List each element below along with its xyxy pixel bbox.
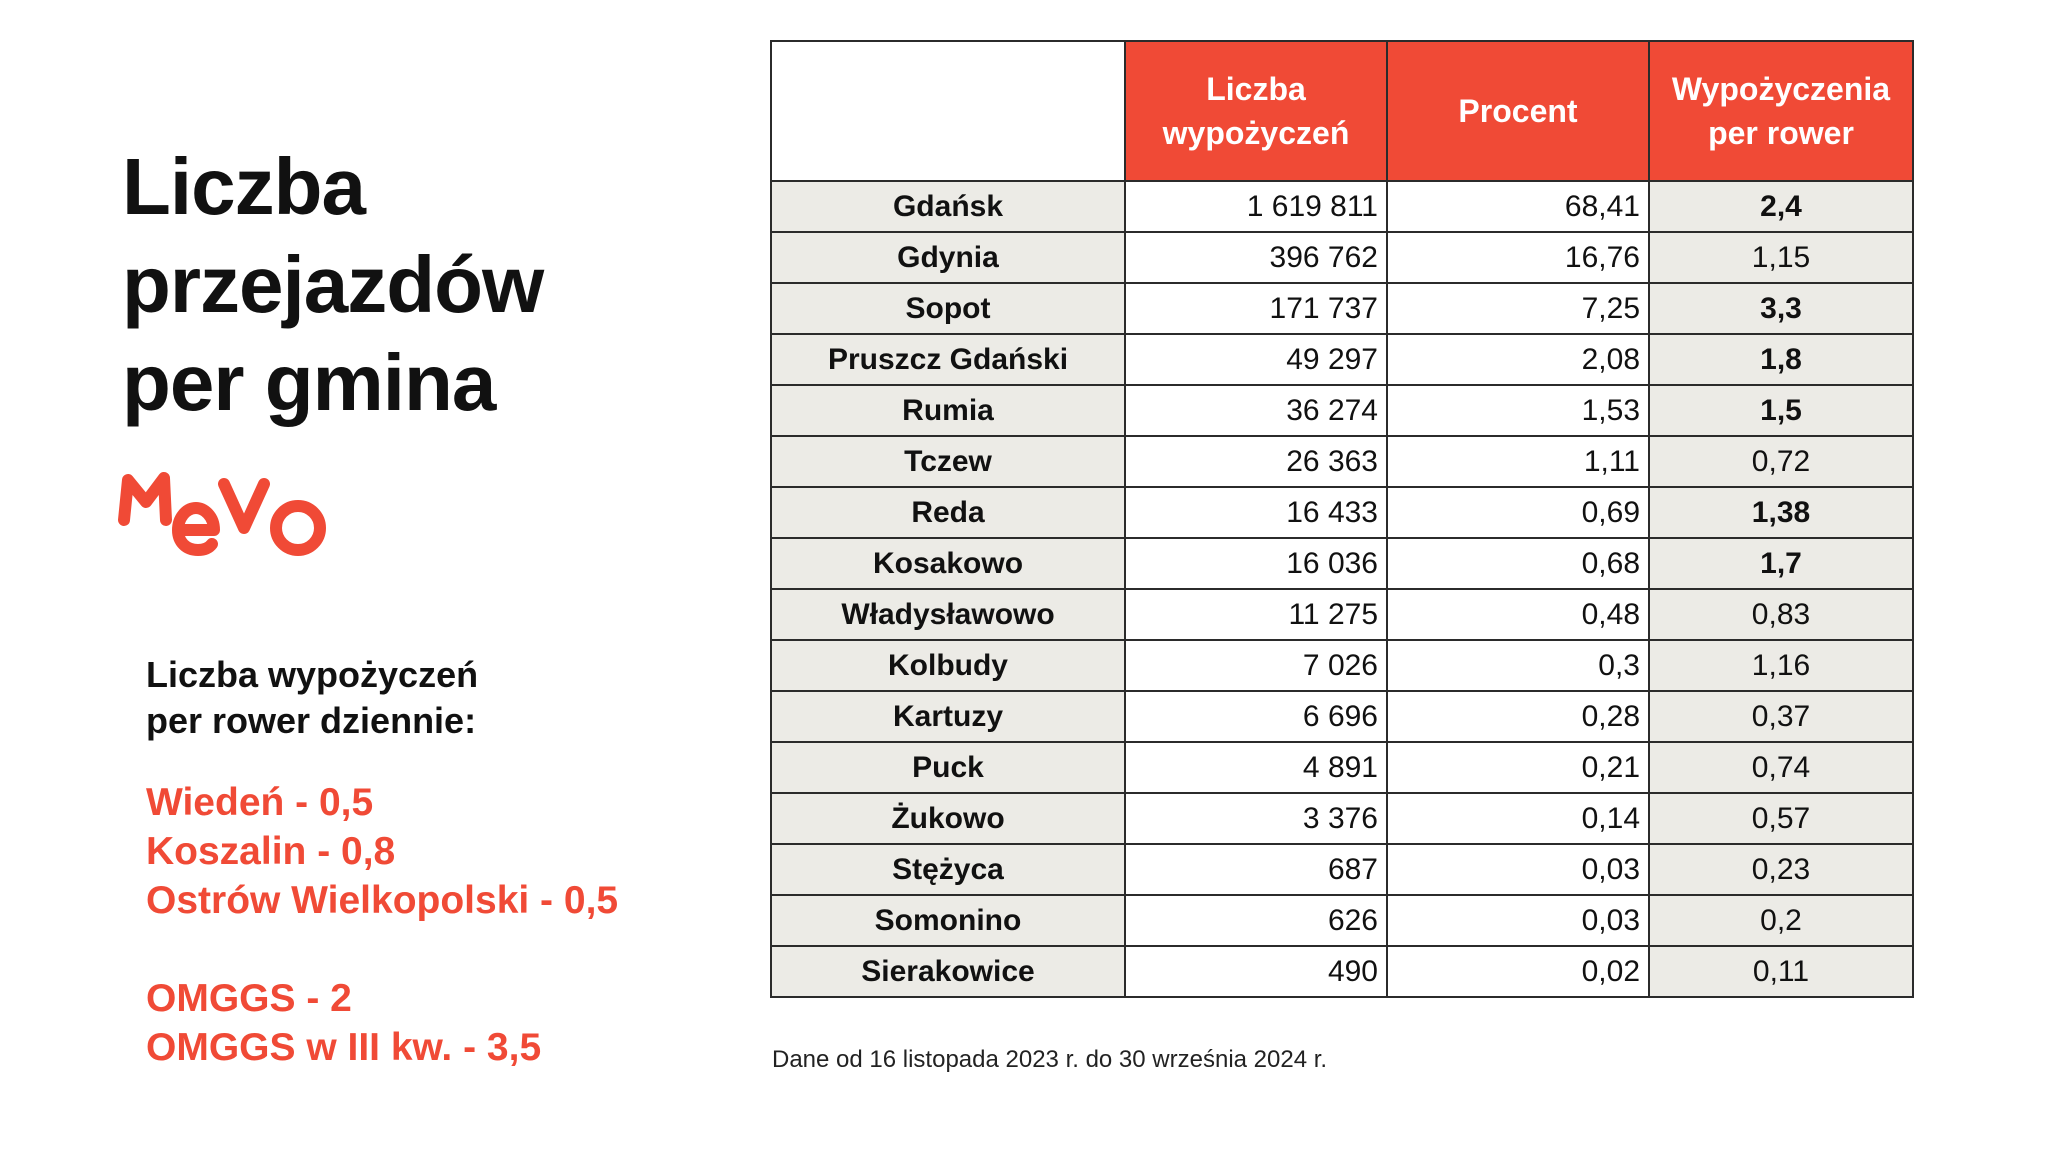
rentals-count-cell: 171 737 (1125, 283, 1387, 334)
rentals-count-cell: 26 363 (1125, 436, 1387, 487)
table-row (771, 334, 1913, 385)
percent-cell: 1,53 (1387, 385, 1649, 436)
table-row (771, 385, 1913, 436)
percent-cell: 2,08 (1387, 334, 1649, 385)
table-row (771, 742, 1913, 793)
table-row (771, 283, 1913, 334)
percent-cell: 16,76 (1387, 232, 1649, 283)
per-bike-subheading (146, 652, 478, 744)
percent-cell: 0,02 (1387, 946, 1649, 997)
comparison-item: OMGGS w III kw. - 3,5 (146, 1026, 542, 1069)
city-cell: Kartuzy (771, 691, 1125, 742)
per-bike-cell: 1,5 (1649, 385, 1913, 436)
header-percent: Procent (1387, 41, 1649, 181)
rentals-count-cell: 490 (1125, 946, 1387, 997)
rentals-count-cell: 36 274 (1125, 385, 1387, 436)
per-bike-cell: 0,11 (1649, 946, 1913, 997)
subheading-line: Liczba wypożyczeń (146, 654, 479, 695)
rentals-count-cell: 3 376 (1125, 793, 1387, 844)
per-bike-cell: 0,2 (1649, 895, 1913, 946)
percent-cell: 0,3 (1387, 640, 1649, 691)
city-cell: Sopot (771, 283, 1125, 334)
subheading-line: per rower dziennie: (146, 700, 477, 741)
per-bike-cell: 1,8 (1649, 334, 1913, 385)
per-bike-cell: 0,72 (1649, 436, 1913, 487)
per-bike-cell: 0,57 (1649, 793, 1913, 844)
rentals-count-cell: 6 696 (1125, 691, 1387, 742)
percent-cell: 0,28 (1387, 691, 1649, 742)
table-row (771, 946, 1913, 997)
rentals-count-cell: 11 275 (1125, 589, 1387, 640)
percent-cell: 0,14 (1387, 793, 1649, 844)
city-cell: Rumia (771, 385, 1125, 436)
city-cell: Tczew (771, 436, 1125, 487)
header-corner-cell (771, 41, 1125, 181)
rentals-count-cell: 396 762 (1125, 232, 1387, 283)
table-row (771, 640, 1913, 691)
rentals-table (770, 40, 1914, 998)
city-cell: Gdynia (771, 232, 1125, 283)
rentals-count-cell: 16 036 (1125, 538, 1387, 589)
city-cell: Somonino (771, 895, 1125, 946)
table-row (771, 895, 1913, 946)
page-title (122, 138, 642, 432)
table-row (771, 181, 1913, 232)
table-row (771, 793, 1913, 844)
header-per-bike: Wypożyczenia per rower (1649, 41, 1913, 181)
city-cell: Reda (771, 487, 1125, 538)
table-row (771, 691, 1913, 742)
comparison-item: Koszalin - 0,8 (146, 830, 396, 873)
comparison-item: OMGGS - 2 (146, 977, 352, 1020)
per-bike-cell: 0,37 (1649, 691, 1913, 742)
rentals-count-cell: 626 (1125, 895, 1387, 946)
per-bike-cell: 1,15 (1649, 232, 1913, 283)
percent-cell: 0,03 (1387, 895, 1649, 946)
city-cell: Kosakowo (771, 538, 1125, 589)
mevo-logo-icon (116, 468, 334, 558)
per-bike-cell: 0,74 (1649, 742, 1913, 793)
percent-cell: 68,41 (1387, 181, 1649, 232)
rentals-count-cell: 16 433 (1125, 487, 1387, 538)
comparison-item: Ostrów Wielkopolski - 0,5 (146, 879, 619, 922)
table-header-row (771, 41, 1913, 181)
city-cell: Gdańsk (771, 181, 1125, 232)
rentals-count-cell: 4 891 (1125, 742, 1387, 793)
percent-cell: 0,03 (1387, 844, 1649, 895)
per-bike-cell: 1,16 (1649, 640, 1913, 691)
table-row (771, 487, 1913, 538)
per-bike-cell: 0,23 (1649, 844, 1913, 895)
spacer (146, 925, 618, 974)
city-cell: Kolbudy (771, 640, 1125, 691)
rentals-count-cell: 1 619 811 (1125, 181, 1387, 232)
header-rentals-count: Liczba wypożyczeń (1125, 41, 1387, 181)
city-cell: Puck (771, 742, 1125, 793)
rentals-count-cell: 687 (1125, 844, 1387, 895)
percent-cell: 0,21 (1387, 742, 1649, 793)
percent-cell: 0,48 (1387, 589, 1649, 640)
city-cell: Stężyca (771, 844, 1125, 895)
per-bike-cell: 1,38 (1649, 487, 1913, 538)
percent-cell: 0,68 (1387, 538, 1649, 589)
percent-cell: 7,25 (1387, 283, 1649, 334)
table-row (771, 538, 1913, 589)
table-row (771, 589, 1913, 640)
table-row (771, 232, 1913, 283)
comparison-item: Wiedeń - 0,5 (146, 781, 374, 824)
data-range-footnote: Dane od 16 listopada 2023 r. do 30 września 2024 r. (772, 1046, 1328, 1073)
table-row (771, 436, 1913, 487)
percent-cell: 0,69 (1387, 487, 1649, 538)
city-cell: Sierakowice (771, 946, 1125, 997)
per-bike-cell: 1,7 (1649, 538, 1913, 589)
title-line: per gmina (122, 338, 496, 427)
per-bike-cell: 2,4 (1649, 181, 1913, 232)
rentals-count-cell: 49 297 (1125, 334, 1387, 385)
comparison-list (146, 778, 618, 1072)
per-bike-cell: 0,83 (1649, 589, 1913, 640)
title-line: Liczba (122, 142, 365, 231)
rentals-count-cell: 7 026 (1125, 640, 1387, 691)
table-body (771, 181, 1913, 997)
city-cell: Pruszcz Gdański (771, 334, 1125, 385)
per-bike-cell: 3,3 (1649, 283, 1913, 334)
title-line: przejazdów (122, 240, 544, 329)
city-cell: Żukowo (771, 793, 1125, 844)
percent-cell: 1,11 (1387, 436, 1649, 487)
table-row (771, 844, 1913, 895)
city-cell: Władysławowo (771, 589, 1125, 640)
